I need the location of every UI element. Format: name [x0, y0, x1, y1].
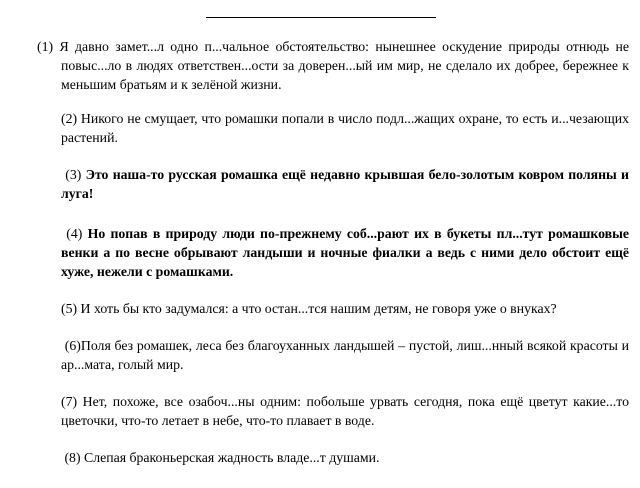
paragraph-2 [37, 109, 629, 147]
paragraph-5 [37, 299, 629, 318]
paragraph-text: Никого не смущает, что ромашки попали в число подл...жащих охране, то есть и...чезающих растений. [61, 111, 629, 145]
paragraph-text: Но попав в природу люди по-прежнему соб...рают их в букеты пл...тут ромашковые венки а по весне обрывают ландыши и ночные фиалки а ведь с ними дело обстоит ещё хуже, нежели с ромашками. [61, 226, 630, 279]
paragraph-number: (7) [61, 394, 78, 409]
header-rule [206, 17, 436, 18]
paragraph-text: Слепая браконьерская жадность владе...т душами. [84, 450, 380, 465]
paragraph-3 [37, 165, 629, 203]
paragraph-text: Поля без ромашек, леса без благоуханных ландышей – пустой, лиш...нный всякой красоты и ар...мата, голый мир. [61, 338, 630, 372]
paragraph-text: И хоть бы кто задумался: а что остан...тся нашим детям, не говоря уже о внуках? [80, 301, 557, 316]
paragraph-6 [37, 336, 629, 374]
paragraph-number: (2) [61, 111, 78, 126]
paragraph-text: Это наша-то русская ромашка ещё недавно крывшая бело-золотым ковром поляны и луга! [61, 167, 629, 201]
text-document [37, 37, 629, 467]
paragraph-7 [37, 392, 629, 430]
paragraph-text: Нет, похоже, все озабоч...ны одним: побольше урвать сегодня, пока ещё цветут какие...то цветочки, что-то летает в небе, что-то плавает в воде. [61, 394, 629, 428]
paragraph-4 [37, 224, 629, 281]
paragraph-number: (1) [37, 39, 54, 54]
paragraph-number: (6) [64, 338, 81, 353]
paragraph-number: (3) [65, 167, 82, 182]
paragraph-number: (5) [61, 301, 78, 316]
paragraph-number: (4) [66, 226, 83, 241]
paragraph-text: Я давно замет...л одно п...чальное обстоятельство: нынешнее оскудение природы отнюдь не повыс...ло в людях ответствен...ости за доверен...ый им мир, не сделало их добрее, бережнее к меньшим братьям и к зелёной жизни. [59, 39, 629, 92]
paragraph-number: (8) [64, 450, 81, 465]
paragraph-1 [37, 37, 629, 94]
paragraph-8 [37, 448, 629, 467]
